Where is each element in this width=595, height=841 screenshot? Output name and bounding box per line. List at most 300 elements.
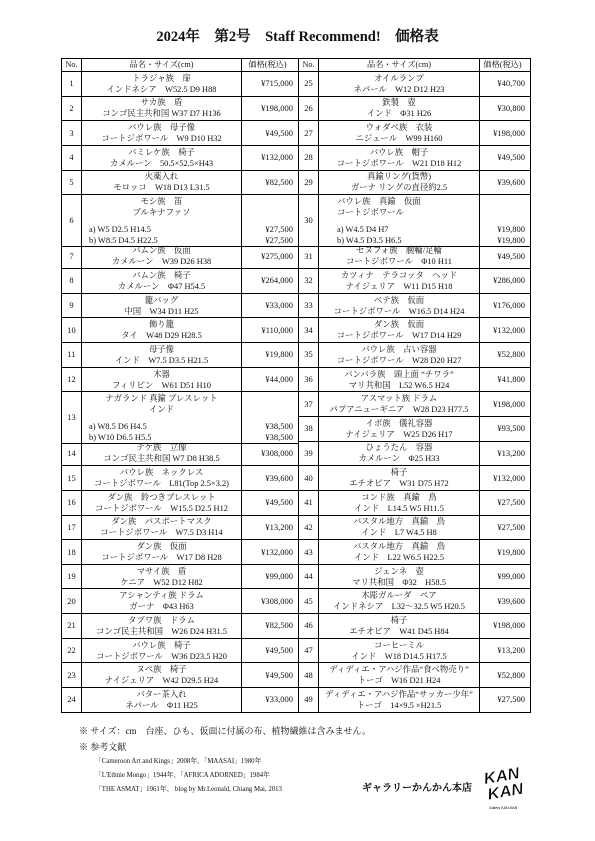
item-cell bbox=[319, 663, 480, 688]
item-number: 31 bbox=[299, 245, 319, 270]
item-price: ¥82,500 bbox=[265, 620, 293, 631]
table-row bbox=[62, 269, 299, 294]
item-detail: フィリピン W61 D51 H10 bbox=[112, 380, 211, 390]
item-number: 49 bbox=[299, 688, 319, 713]
item-name: ベテ族 仮面 bbox=[373, 295, 425, 305]
item-name: ダン族 仮面 bbox=[136, 542, 187, 552]
item-cell bbox=[319, 392, 480, 417]
column-header-item: 品名・サイズ(cm) bbox=[319, 59, 480, 72]
item-detail: エチオピア W31 D75 H72 bbox=[349, 479, 449, 489]
item-cell bbox=[82, 245, 242, 270]
item-name: ナガランド 真鍮 ブレスレット bbox=[105, 394, 218, 404]
item-number: 34 bbox=[299, 318, 319, 343]
item-name: バウレ族 母子像 bbox=[128, 123, 195, 133]
item-price: ¥82,500 bbox=[265, 176, 293, 187]
item-detail: インド bbox=[148, 405, 175, 415]
item-number: 25 bbox=[299, 72, 319, 97]
price-cell bbox=[480, 516, 531, 541]
table-row bbox=[299, 368, 531, 393]
item-name: バウレ族 真鍮 仮面 bbox=[337, 197, 421, 207]
table-row bbox=[62, 72, 299, 97]
item-detail: コートジボワール W16.5 D14 H24 bbox=[333, 306, 465, 316]
price-cell bbox=[242, 491, 299, 516]
size-note: ※ サイズ：cm 台座、ひも、仮面に付属の布、植物繊維は含みません。 bbox=[79, 726, 372, 736]
item-price: ¥49,500 bbox=[265, 497, 293, 508]
table-row bbox=[299, 72, 531, 97]
table-row bbox=[299, 589, 531, 614]
price-cell bbox=[242, 269, 299, 294]
item-number: 43 bbox=[299, 540, 319, 565]
item-variant-size: b) W8.5 D4.5 H22.5 bbox=[89, 235, 158, 245]
table-row bbox=[299, 245, 531, 270]
item-number: 14 bbox=[62, 442, 82, 467]
item-detail: コートジボワール bbox=[337, 208, 404, 218]
item-name: バウレ族 ネックレス bbox=[119, 468, 204, 478]
price-cell bbox=[480, 688, 531, 713]
price-cell bbox=[480, 392, 531, 417]
column-header-price: 価格(税込) bbox=[242, 59, 299, 72]
price-cell bbox=[480, 639, 531, 664]
table-row bbox=[62, 171, 299, 196]
item-name: バウレ族 占い容器 bbox=[361, 344, 437, 354]
table-row bbox=[62, 318, 299, 343]
item-detail: インド L14.5 W5 H11.5 bbox=[354, 503, 444, 513]
item-detail: コートジボワール W36 D23.5 H20 bbox=[96, 651, 227, 661]
item-cell bbox=[82, 589, 242, 614]
item-name: 飾り籠 bbox=[148, 320, 175, 330]
price-cell bbox=[480, 121, 531, 146]
item-name: ウォダベ族 衣装 bbox=[365, 123, 433, 133]
price-cell bbox=[242, 294, 299, 319]
item-name: バンバラ族 頭上面 “チワラ” bbox=[344, 369, 454, 379]
price-cell bbox=[242, 171, 299, 196]
item-variant-size: a) W8.5 D6 H4.5 bbox=[89, 421, 147, 431]
price-cell bbox=[242, 97, 299, 122]
item-price: ¥19,800 bbox=[265, 349, 293, 360]
table-row bbox=[299, 540, 531, 565]
item-detail: トーゴ 14×9.5 ×H21.5 bbox=[356, 700, 442, 710]
item-detail: カメルーン Φ47 H54.5 bbox=[117, 281, 206, 291]
item-price: ¥198,000 bbox=[493, 620, 525, 631]
item-cell bbox=[319, 245, 480, 270]
item-cell bbox=[319, 121, 480, 146]
reference-item: 「L'Ethnie Mongo」1944年、「AFRICA ADORNED」1984年 bbox=[95, 772, 270, 779]
item-number: 37 bbox=[299, 392, 319, 417]
logo-text-top: KAN bbox=[482, 765, 520, 789]
item-detail: コートジボワール W9 D10 H32 bbox=[101, 134, 222, 144]
item-number: 10 bbox=[62, 318, 82, 343]
item-number: 44 bbox=[299, 565, 319, 590]
table-row bbox=[62, 146, 299, 171]
item-name: ひょうたん 容器 bbox=[365, 443, 433, 453]
item-cell bbox=[82, 97, 242, 122]
item-cell bbox=[319, 318, 480, 343]
item-price: ¥308,000 bbox=[261, 595, 293, 606]
item-cell bbox=[82, 442, 242, 467]
item-price: ¥132,000 bbox=[261, 152, 293, 163]
item-number: 21 bbox=[62, 614, 82, 639]
item-detail: マリ共和国 Φ32 H58.5 bbox=[352, 577, 446, 587]
item-number: 16 bbox=[62, 491, 82, 516]
item-price: ¥39,600 bbox=[265, 472, 293, 483]
item-name: 木器 bbox=[153, 369, 170, 379]
price-cell bbox=[242, 663, 299, 688]
item-name: ジェンネ 壺 bbox=[374, 566, 424, 576]
references-heading: ※ 参考文献 bbox=[79, 742, 127, 752]
item-cell bbox=[82, 614, 242, 639]
item-name: トラジャ族 扉 bbox=[132, 73, 191, 83]
item-name: テケ族 立像 bbox=[136, 443, 187, 453]
item-detail: コートジボワール L81(Top 2.5×3.2) bbox=[94, 479, 229, 489]
table-row bbox=[62, 294, 299, 319]
item-number: 39 bbox=[299, 442, 319, 467]
item-detail: カメルーン W39 D26 H38 bbox=[111, 257, 212, 267]
item-cell bbox=[82, 466, 242, 491]
table-row bbox=[299, 294, 531, 319]
item-price: ¥19,800 bbox=[497, 546, 525, 557]
item-variant-price: ¥27,500 bbox=[265, 234, 293, 245]
item-detail: インド W7.5 D3.5 H21.5 bbox=[114, 355, 209, 365]
item-name: バムン族 仮面 bbox=[132, 246, 191, 256]
item-number: 15 bbox=[62, 466, 82, 491]
item-cell bbox=[319, 97, 480, 122]
logo-caption: Gallery KAN-KAN bbox=[488, 806, 518, 810]
item-cell bbox=[319, 589, 480, 614]
table-row bbox=[299, 614, 531, 639]
item-name: ディディエ・アハジ作品“食べ物売り” bbox=[329, 665, 469, 675]
table-row bbox=[62, 442, 299, 467]
item-cell bbox=[82, 343, 242, 368]
table-row bbox=[299, 491, 531, 516]
item-detail: ネパール W12 D12 H23 bbox=[353, 84, 445, 94]
price-cell bbox=[242, 146, 299, 171]
item-variant-price: ¥19,800 bbox=[497, 234, 525, 245]
item-detail: コンゴ民主共和国 W37 D7 H136 bbox=[102, 109, 221, 119]
item-cell bbox=[82, 392, 242, 444]
table-row bbox=[62, 245, 299, 270]
item-cell bbox=[82, 516, 242, 541]
item-number: 45 bbox=[299, 589, 319, 614]
item-price: ¥308,000 bbox=[261, 447, 293, 458]
item-cell bbox=[319, 491, 480, 516]
item-number: 2 bbox=[62, 97, 82, 122]
item-detail: ナイジェリア W11 D15 H18 bbox=[345, 281, 453, 291]
item-name: サカ族 盾 bbox=[140, 98, 183, 108]
item-price: ¥275,000 bbox=[261, 250, 293, 261]
item-cell bbox=[82, 368, 242, 393]
item-price: ¥39,600 bbox=[497, 176, 525, 187]
item-price: ¥49,500 bbox=[265, 669, 293, 680]
price-cell bbox=[242, 688, 299, 713]
item-name: 真鍮リング(貨幣) bbox=[366, 172, 432, 182]
item-name: コンド族 真鍮 鳥 bbox=[361, 492, 437, 502]
item-cell bbox=[82, 318, 242, 343]
item-number: 11 bbox=[62, 343, 82, 368]
table-row bbox=[299, 171, 531, 196]
table-row bbox=[62, 516, 299, 541]
item-cell bbox=[319, 565, 480, 590]
item-price: ¥49,500 bbox=[497, 152, 525, 163]
item-name: バムン族 椅子 bbox=[132, 270, 191, 280]
item-name: 鉄製 壺 bbox=[382, 98, 416, 108]
item-price: ¥41,800 bbox=[497, 374, 525, 385]
price-cell bbox=[480, 146, 531, 171]
item-price: ¥40,700 bbox=[497, 78, 525, 89]
item-number: 28 bbox=[299, 146, 319, 171]
item-detail: 中国 W34 D11 H25 bbox=[124, 306, 199, 316]
item-number: 41 bbox=[299, 491, 319, 516]
item-number: 13 bbox=[62, 392, 82, 444]
table-row bbox=[299, 516, 531, 541]
item-number: 4 bbox=[62, 146, 82, 171]
item-detail: モロッコ W18 D13 L31.5 bbox=[113, 183, 210, 193]
item-price: ¥110,000 bbox=[261, 324, 293, 335]
price-cell bbox=[242, 614, 299, 639]
item-price: ¥13,200 bbox=[265, 521, 293, 532]
price-cell bbox=[242, 466, 299, 491]
item-variant-size: b) W4.5 D3.5 H6.5 bbox=[337, 235, 402, 245]
item-price: ¥99,000 bbox=[497, 571, 525, 582]
item-number: 36 bbox=[299, 368, 319, 393]
price-cell bbox=[480, 269, 531, 294]
item-cell bbox=[82, 491, 242, 516]
item-detail: コートジボワール W7.5 D3 H14 bbox=[100, 528, 223, 538]
item-number: 29 bbox=[299, 171, 319, 196]
item-detail: ケニア W52 D12 H82 bbox=[120, 577, 203, 587]
item-detail: コートジボワール W21 D18 H12 bbox=[336, 158, 462, 168]
item-name: コーヒーミル bbox=[374, 640, 424, 650]
item-name: 椅子 bbox=[390, 468, 408, 478]
item-cell bbox=[319, 269, 480, 294]
item-detail: ガーナ リングの直径約2.5 bbox=[350, 183, 448, 193]
price-table-left bbox=[62, 59, 299, 713]
item-name: カツィナ テラコッタ ヘッド bbox=[340, 270, 458, 280]
item-number: 7 bbox=[62, 245, 82, 270]
item-price: ¥44,000 bbox=[265, 374, 293, 385]
item-cell bbox=[319, 540, 480, 565]
price-cell bbox=[480, 589, 531, 614]
item-variant-size: a) W5 D2.5 H14.5 bbox=[89, 224, 151, 234]
item-name: オイルランプ bbox=[374, 73, 424, 83]
item-detail: パプアニューギニア W28 D23 H77.5 bbox=[329, 405, 469, 415]
item-price: ¥286,000 bbox=[493, 275, 525, 286]
item-name: セヌフォ族 腕輪/足輪 bbox=[356, 246, 442, 256]
price-cell bbox=[480, 491, 531, 516]
item-cell bbox=[82, 72, 242, 97]
table-row bbox=[299, 639, 531, 664]
item-number: 38 bbox=[299, 417, 319, 442]
price-cell bbox=[242, 343, 299, 368]
price-cell bbox=[242, 72, 299, 97]
table-row bbox=[299, 97, 531, 122]
price-cell bbox=[480, 318, 531, 343]
table-row bbox=[62, 97, 299, 122]
item-name: アシャンティ族 ドラム bbox=[119, 591, 204, 601]
price-cell bbox=[480, 368, 531, 393]
item-price: ¥132,000 bbox=[261, 546, 293, 557]
item-detail: インド Φ31 H26 bbox=[366, 109, 432, 119]
item-number: 18 bbox=[62, 540, 82, 565]
table-row bbox=[62, 491, 299, 516]
column-header-item: 品名・サイズ(cm) bbox=[82, 59, 242, 72]
price-cell bbox=[480, 466, 531, 491]
item-cell bbox=[82, 565, 242, 590]
item-variant-price: ¥38,500 bbox=[265, 431, 293, 442]
item-variant-price: ¥27,500 bbox=[265, 223, 293, 234]
item-cell bbox=[82, 195, 242, 247]
table-row bbox=[299, 318, 531, 343]
item-name: バウレ族 帽子 bbox=[369, 147, 429, 157]
price-cell bbox=[242, 245, 299, 270]
item-number: 26 bbox=[299, 97, 319, 122]
item-detail: インドネシア L32～32.5 W5 H20.5 bbox=[333, 602, 465, 612]
reference-item: 「Cameroon Art and Kings」2008年、「MAASAI」1980年 bbox=[95, 758, 262, 765]
item-detail: インド L22 W6.5 H22.5 bbox=[353, 553, 445, 562]
item-number: 22 bbox=[62, 639, 82, 664]
table-row bbox=[62, 639, 299, 664]
item-number: 27 bbox=[299, 121, 319, 146]
item-price: ¥198,000 bbox=[493, 127, 525, 138]
item-price: ¥49,500 bbox=[265, 127, 293, 138]
item-number: 24 bbox=[62, 688, 82, 713]
item-cell bbox=[319, 195, 480, 247]
item-name: 椅子 bbox=[390, 615, 408, 625]
item-name: 母子像 bbox=[148, 344, 175, 354]
table-row bbox=[62, 589, 299, 614]
item-cell bbox=[82, 171, 242, 196]
item-cell bbox=[82, 121, 242, 146]
item-detail: マリ共和国 L52 W6.5 H24 bbox=[348, 380, 450, 390]
table-row bbox=[62, 688, 299, 713]
table-row bbox=[299, 195, 531, 244]
gallery-logo bbox=[481, 764, 525, 812]
item-price: ¥198,000 bbox=[493, 398, 525, 409]
table-row bbox=[62, 466, 299, 491]
table-header-row bbox=[299, 59, 531, 72]
item-price: ¥27,500 bbox=[497, 497, 525, 508]
item-detail: ネパール Φ11 H25 bbox=[125, 700, 198, 710]
item-detail: カメルーン 50.5×52.5×H43 bbox=[109, 158, 214, 168]
table-row bbox=[299, 565, 531, 590]
item-number: 46 bbox=[299, 614, 319, 639]
item-detail: エチオピア W41 D45 H84 bbox=[349, 626, 449, 636]
item-cell bbox=[319, 72, 480, 97]
price-cell bbox=[480, 565, 531, 590]
price-cell bbox=[480, 294, 531, 319]
table-row bbox=[299, 417, 531, 442]
item-detail: インド L7 W4.5 H8 bbox=[361, 528, 437, 538]
table-row bbox=[299, 392, 531, 417]
shop-name: ギャラリーかんかん本店 bbox=[362, 783, 472, 794]
item-number: 20 bbox=[62, 589, 82, 614]
table-row bbox=[62, 343, 299, 368]
price-cell bbox=[480, 195, 531, 247]
table-row bbox=[299, 343, 531, 368]
price-cell bbox=[480, 72, 531, 97]
table-row bbox=[299, 466, 531, 491]
price-cell bbox=[242, 540, 299, 565]
item-cell bbox=[82, 294, 242, 319]
item-price: ¥715,000 bbox=[261, 78, 293, 89]
item-cell bbox=[82, 639, 242, 664]
item-cell bbox=[319, 516, 480, 541]
item-detail: インド W18 D14.5 H17.5 bbox=[351, 651, 447, 661]
price-cell bbox=[480, 343, 531, 368]
item-number: 8 bbox=[62, 269, 82, 294]
item-price: ¥49,500 bbox=[265, 645, 293, 656]
price-cell bbox=[242, 565, 299, 590]
item-name: バスタル地方 真鍮 鳥 bbox=[352, 542, 446, 551]
item-price: ¥13,200 bbox=[497, 645, 525, 656]
item-price: ¥52,800 bbox=[497, 669, 525, 680]
price-cell bbox=[480, 540, 531, 565]
item-detail: コンゴ民主共和国 W26 D24 H31.5 bbox=[96, 626, 227, 636]
item-detail: コートジボワール W15.5 D2.5 H12 bbox=[95, 503, 228, 513]
price-cell bbox=[242, 195, 299, 247]
item-detail: コートジボワール W17 D8 H28 bbox=[101, 553, 222, 563]
item-number: 12 bbox=[62, 368, 82, 393]
price-cell bbox=[242, 589, 299, 614]
column-header-no: No. bbox=[62, 59, 82, 72]
column-header-no: No. bbox=[299, 59, 319, 72]
table-row bbox=[299, 146, 531, 171]
item-number: 30 bbox=[299, 195, 319, 247]
item-name: 木彫ガルーダ ペア bbox=[361, 591, 437, 601]
item-price: ¥176,000 bbox=[493, 300, 525, 311]
table-row bbox=[62, 368, 299, 393]
item-variant-price: ¥38,500 bbox=[265, 420, 293, 431]
item-detail: コンゴ民主共和国 W7 D8 H38.5 bbox=[103, 454, 220, 464]
item-number: 9 bbox=[62, 294, 82, 319]
item-cell bbox=[319, 368, 480, 393]
item-price: ¥198,000 bbox=[261, 102, 293, 113]
table-header-row bbox=[62, 59, 299, 72]
price-cell bbox=[242, 442, 299, 467]
item-cell bbox=[319, 614, 480, 639]
item-cell bbox=[319, 442, 480, 467]
item-variant-price: ¥19,800 bbox=[497, 223, 525, 234]
item-number: 32 bbox=[299, 269, 319, 294]
price-cell bbox=[480, 442, 531, 467]
item-detail: コートジボワール W17 D14 H29 bbox=[336, 331, 462, 341]
item-price: ¥33,000 bbox=[265, 694, 293, 705]
item-name: バウレ族 椅子 bbox=[132, 640, 191, 650]
item-name: ディディエ・アハジ作品“サッカー少年” bbox=[325, 689, 473, 699]
item-name: 籠バッグ bbox=[144, 295, 179, 305]
item-detail: ニジェール W99 H160 bbox=[355, 134, 443, 144]
table-row bbox=[62, 614, 299, 639]
item-number: 33 bbox=[299, 294, 319, 319]
item-price: ¥99,000 bbox=[265, 571, 293, 582]
item-price: ¥49,500 bbox=[497, 250, 525, 261]
item-price: ¥132,000 bbox=[493, 324, 525, 335]
item-price: ¥52,800 bbox=[497, 349, 525, 360]
table-row bbox=[299, 688, 531, 713]
item-cell bbox=[319, 294, 480, 319]
price-cell bbox=[242, 121, 299, 146]
item-price: ¥264,000 bbox=[261, 275, 293, 286]
item-price: ¥39,600 bbox=[497, 595, 525, 606]
price-cell bbox=[242, 318, 299, 343]
item-number: 6 bbox=[62, 195, 82, 247]
item-price: ¥27,500 bbox=[497, 694, 525, 705]
item-number: 1 bbox=[62, 72, 82, 97]
item-price: ¥27,500 bbox=[497, 521, 525, 532]
item-detail: ナイジェリア W25 D26 H17 bbox=[345, 429, 453, 439]
item-detail: トーゴ W16 D21 H24 bbox=[357, 676, 441, 686]
item-price: ¥93,500 bbox=[497, 423, 525, 434]
item-detail: ブルキナファソ bbox=[132, 208, 191, 218]
